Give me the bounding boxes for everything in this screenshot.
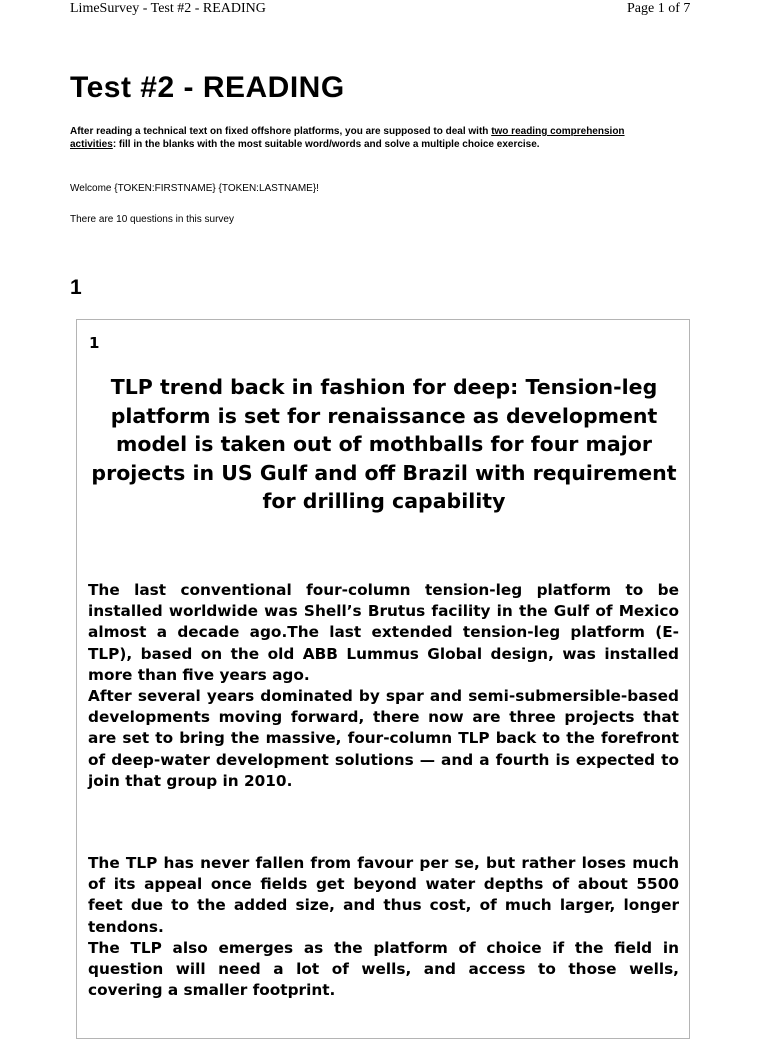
article-paragraph-block [88,580,679,792]
article-paragraph: The TLP has never fallen from favour per se, but rather loses much of its appeal once fields get beyond water depths of about 5500 feet due to the added size, and thus cost, of much larger, longer tendons. [88,854,679,936]
question-group-title: 1 [70,276,82,299]
survey-description-underlined: two reading comprehension activities [70,126,625,150]
survey-description-text-end: : fill in the blanks with the most suitable word/words and solve a multiple choice exercise. [112,139,540,150]
page-header [0,0,768,22]
header-page-number: Page 1 of 7 [627,1,691,16]
article-title: TLP trend back in fashion for deep: Tension-leg platform is set for renaissance as development model is taken out of mothballs for four major projects in US Gulf and off Brazil with requirement for drilling capability [91,375,677,513]
survey-description-text-start: After reading a technical text on fixed offshore platforms, you are supposed to deal with [70,126,492,137]
article-paragraph: The last conventional four-column tension-leg platform to be installed worldwide was Shell’s Brutus facility in the Gulf of Mexico almost a decade ago.The last extended tension-leg platform (E-TLP), based on the old ABB Lummus Global design, was installed more than five years ago. [88,581,679,684]
welcome-message: Welcome {TOKEN:FIRSTNAME} {TOKEN:LASTNAME}! [70,183,319,194]
article-paragraph: The TLP also emerges as the platform of choice if the field in question will need a lot of wells, and access to those wells, covering a smaller footprint. [88,938,679,1000]
article-paragraph: After several years dominated by spar and semi-submersible-based developments moving forward, there now are three projects that are set to bring the massive, four-column TLP back to the forefront of deep-water development solutions — and a fourth is expected to join that group in 2010. [88,687,679,790]
article-paragraph-block [88,853,679,1001]
question-number: 1 [89,334,100,352]
survey-description [70,125,670,151]
header-survey-name: LimeSurvey - Test #2 - READING [70,1,266,16]
survey-title: Test #2 - READING [70,71,345,104]
question-box [76,319,690,1039]
question-count: There are 10 questions in this survey [70,214,234,225]
